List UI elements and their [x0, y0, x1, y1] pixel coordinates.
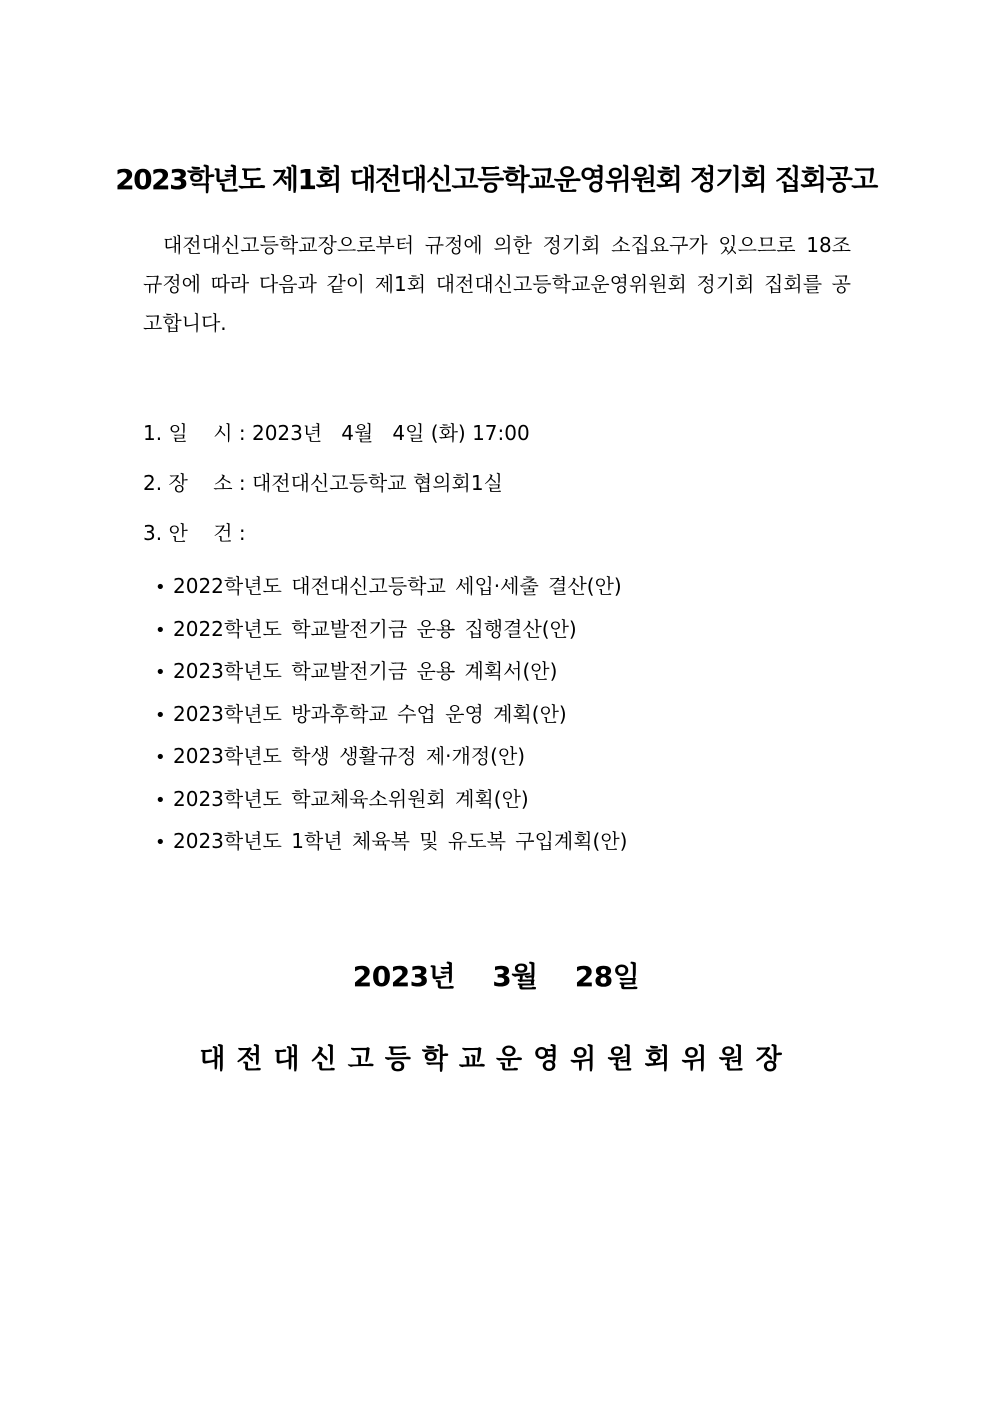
bullet-icon: •: [155, 577, 166, 598]
bullet-icon: •: [155, 662, 166, 683]
bullet-icon: •: [155, 789, 166, 811]
intro-text: 대전대신고등학교장으로부터 규정에 의한 정기회 소집요구가 있으므로 18조 규정에 따라 다음과 같이 제1회 대전대신고등학교운영위원회 정기회 집회를 공고합니다.: [143, 233, 851, 335]
notice-date: 2023년 3월 28일: [352, 960, 640, 993]
agenda-text: 2022학년도 학교발전기금 운용 집행결산(안): [173, 616, 577, 641]
item-agenda: [143, 518, 246, 548]
agenda-item: [155, 651, 627, 694]
agenda-text: 2022학년도 대전대신고등학교 세입·세출 결산(안): [173, 574, 622, 598]
item-number: 2.: [143, 471, 163, 495]
item-value: 대전대신고등학교 협의회1실: [251, 471, 503, 495]
bullet-icon: •: [155, 619, 166, 641]
agenda-item: [155, 694, 627, 737]
bullet-icon: •: [155, 832, 166, 853]
agenda-text: 2023학년도 방과후학교 수업 운영 계획(안): [173, 701, 567, 726]
agenda-item: [155, 736, 627, 779]
item-value: 2023년 4월 4일 (화) 17:00: [251, 421, 530, 445]
item-label: 일 시 :: [168, 421, 246, 445]
intro-paragraph: [143, 226, 851, 343]
agenda-item: [155, 566, 627, 609]
agenda-list: [155, 566, 627, 864]
notice-title: 2023학년도 제1회 대전대신고등학교운영위원회 정기회 집회공고: [115, 163, 877, 196]
agenda-text: 2023학년도 학교발전기금 운용 계획서(안): [173, 659, 558, 683]
item-label: 장 소 :: [168, 471, 246, 495]
item-number: 1.: [143, 421, 163, 445]
item-datetime: [143, 418, 530, 448]
item-number: 3.: [143, 521, 163, 545]
agenda-text: 2023학년도 학교체육소위원회 계획(안): [173, 786, 529, 811]
agenda-item: [155, 609, 627, 652]
bullet-icon: •: [155, 704, 166, 726]
item-location: [143, 468, 503, 498]
signer-name: 대전대신고등학교운영위원회위원장: [199, 1044, 793, 1075]
agenda-text: 2023학년도 학생 생활규정 제·개정(안): [173, 744, 526, 768]
agenda-item: [155, 821, 627, 864]
agenda-text: 2023학년도 1학년 체육복 및 유도복 구입계획(안): [173, 829, 628, 853]
agenda-item: [155, 779, 627, 822]
bullet-icon: •: [155, 747, 166, 768]
item-label: 안 건 :: [168, 521, 246, 545]
